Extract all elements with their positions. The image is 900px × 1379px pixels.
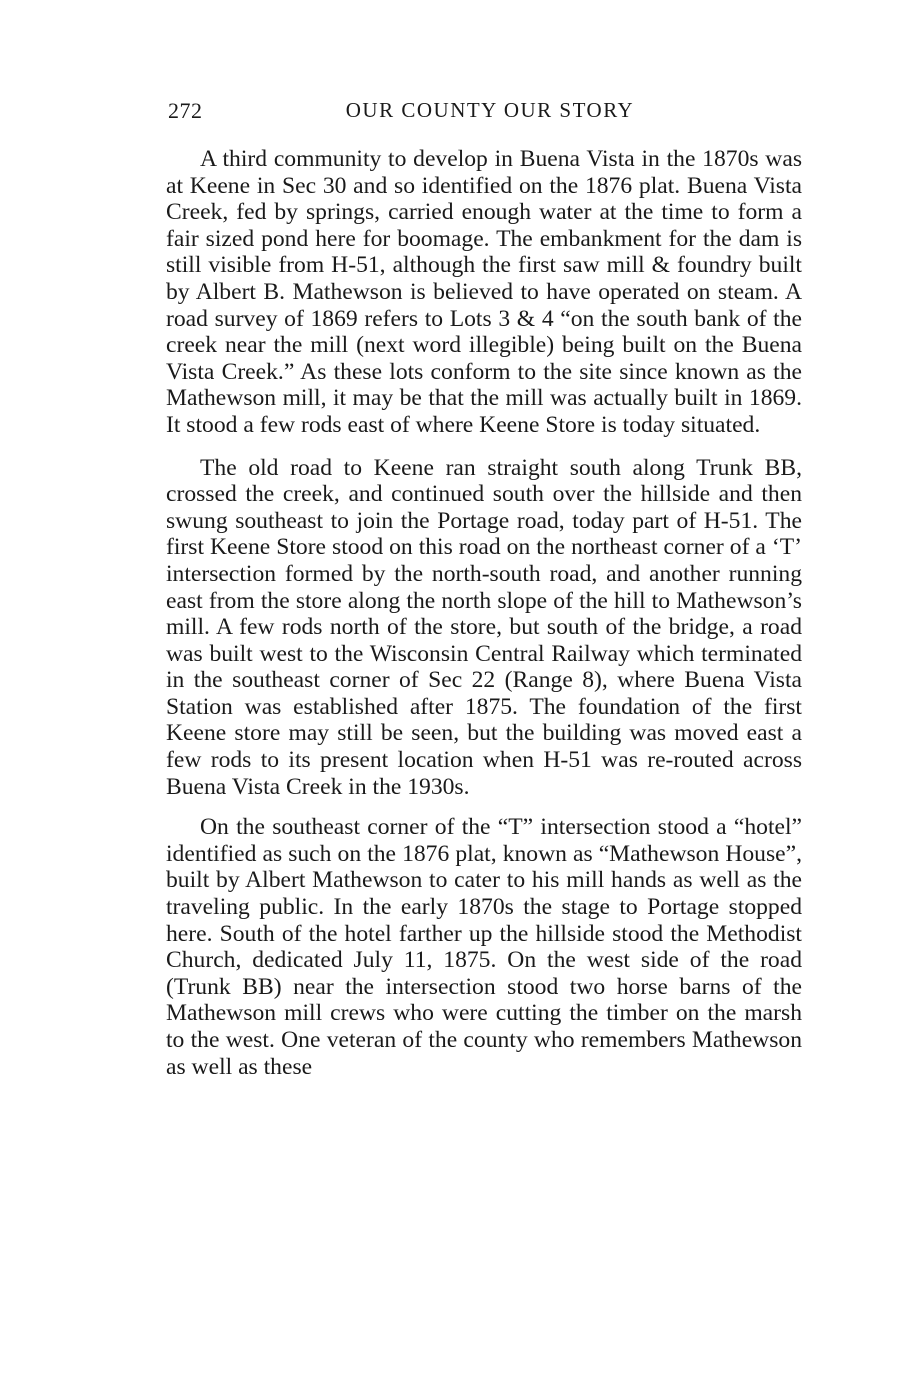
running-head <box>168 98 802 132</box>
paragraph-mathewson-house: On the southeast corner of the “T” intersection stood a “hotel” identified as such on the 1876 plat, known as “Mathewson House”, built by Albert Mathewson to cater to his mill hands as well as the traveling public. In the early 1870s the stage to Portage stopped here. South of the hotel farther up the hillside stood the Methodist Church, dedicated July 11, 1875. On the west side of the road (Trunk BB) near the intersection stood two horse barns of the Mathewson mill crews who were cutting the timber on the marsh to the west. One veteran of the county who remembers Mathewson as well as these <box>166 814 802 1080</box>
running-title: OUR COUNTY OUR STORY <box>345 98 635 122</box>
paragraph-old-road-to-keene: The old road to Keene ran straight south along Trunk BB, crossed the creek, and continued south over the hillside and then swung southeast to join the Portage road, today part of H-51. The first Keene Store stood on this road on the northeast corner of a ‘T’ intersection formed by the north-south road, and another running east from the store along the north slope of the hill to Mathewson’s mill. A few rods north of the store, but south of the bridge, a road was built west to the Wisconsin Central Railway which terminated in the southeast corner of Sec 22 (Range 8), where Buena Vista Station was established after 1875. The foundation of the first Keene store may still be seen, but the building was moved east a few rods to its present location when H-51 was re-routed across Buena Vista Creek in the 1930s. <box>166 454 802 800</box>
body-text <box>166 146 802 1080</box>
page-number: 272 <box>168 98 203 123</box>
paragraph-keene-community: A third community to develop in Buena Vista in the 1870s was at Keene in Sec 30 and so identified on the 1876 plat. Buena Vista Creek, fed by springs, carried enough water at the time to form a fair sized pond here for boomage. The embankment for the dam is still visible from H-51, although the first saw mill & foundry built by Albert B. Mathewson is believed to have operated on steam. A road survey of 1869 refers to Lots 3 & 4 “on the south bank of the creek near the mill (next word illegible) being built on the Buena Vista Creek.” As these lots conform to the site since known as the Mathewson mill, it may be that the mill was actually built in 1869. It stood a few rods east of where Keene Store is today situated. <box>166 146 802 438</box>
